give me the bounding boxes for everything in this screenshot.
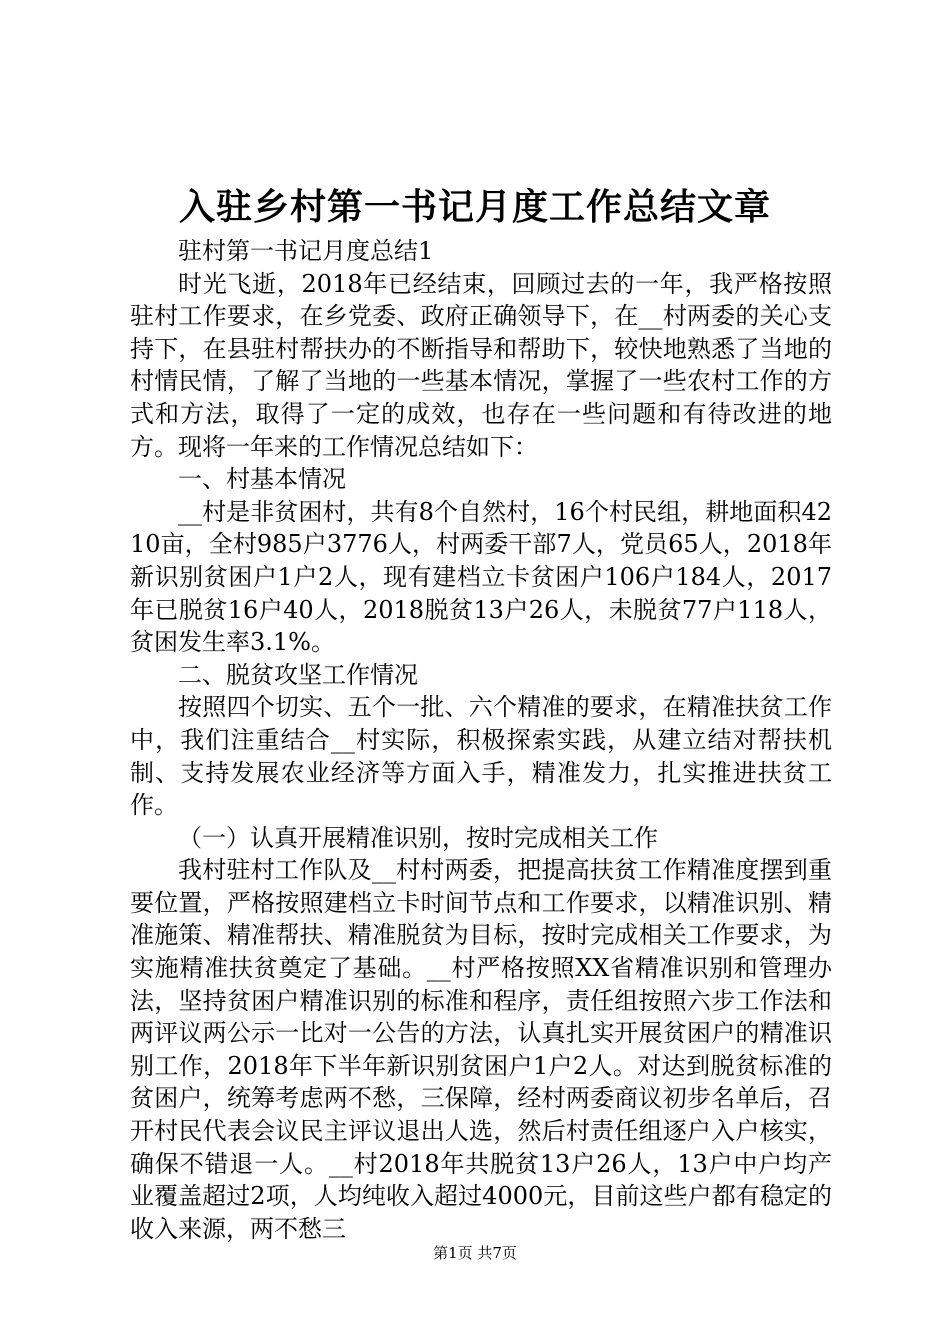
body-paragraph: __村是非贫困村，共有8个自然村，16个村民组，耕地面积4210亩，全村985户3776人，村两委干部7人，党员65人，2018年新识别贫困户1户2人，现有建档立卡贫困户106户184人，2017年已脱贫16户40人，2018脱贫13户26人，未脱贫77户118人，贫困发生率3.1%。 (130, 497, 832, 657)
document-title: 入驻乡村第一书记月度工作总结文章 (178, 186, 771, 228)
body-paragraph: 按照四个切实、五个一批、六个精准的要求，在精准扶贫工作中，我们注重结合__村实际，积极探索实践，从建立结对帮扶机制、支持发展农业经济等方面入手，精准发力，扎实推进扶贫工作。 (130, 693, 832, 820)
section-heading: 一、村基本情况 (178, 465, 346, 494)
page-footer (0, 1243, 950, 1263)
subsection-heading: （一）认真开展精准识别，按时完成相关工作 (178, 823, 658, 852)
body-paragraph: 时光飞逝，2018年已经结束，回顾过去的一年，我严格按照驻村工作要求，在乡党委、政府正确领导下，在__村两委的关心支持下，在县驻村帮扶办的不断指导和帮助下，较快地熟悉了当地的村情民情，了解了当地的一些基本情况，掌握了一些农村工作的方式和方法，取得了一定的成效，也存在一些问题和有待改进的地方。现将一年来的工作情况总结如下： (130, 269, 832, 461)
section-heading: 驻村第一书记月度总结1 (178, 237, 434, 265)
body-paragraph: 我村驻村工作队及__村村两委，把提高扶贫工作精准度摆到重要位置，严格按照建档立卡时间节点和工作要求，以精准识别、精准施策、精准帮扶、精准脱贫为目标，按时完成相关工作要求，为实施精准扶贫奠定了基础。__村严格按照XX省精准识别和管理办法，坚持贫困户精准识别的标准和程序，责任组按照六步工作法和两评议两公示一比对一公告的方法，认真扎实开展贫困户的精准识别工作，2018年下半年新识别贫困户1户2人。对达到脱贫标准的贫困户，统筹考虑两不愁，三保障，经村两委商议初步名单后，召开村民代表会议民主评议退出人选，然后村责任组逐户入户核实，确保不错退一人。__村2018年共脱贫13户26人，13户中户均产业覆盖超过2项，人均纯收入超过4000元，目前这些户都有稳定的收入来源，两不愁三 (130, 856, 832, 1243)
page-total: 共7页 (477, 1244, 517, 1262)
document-body (130, 235, 832, 1245)
page-number: 第1页 (433, 1244, 473, 1262)
section-heading: 二、脱贫攻坚工作情况 (178, 660, 418, 689)
